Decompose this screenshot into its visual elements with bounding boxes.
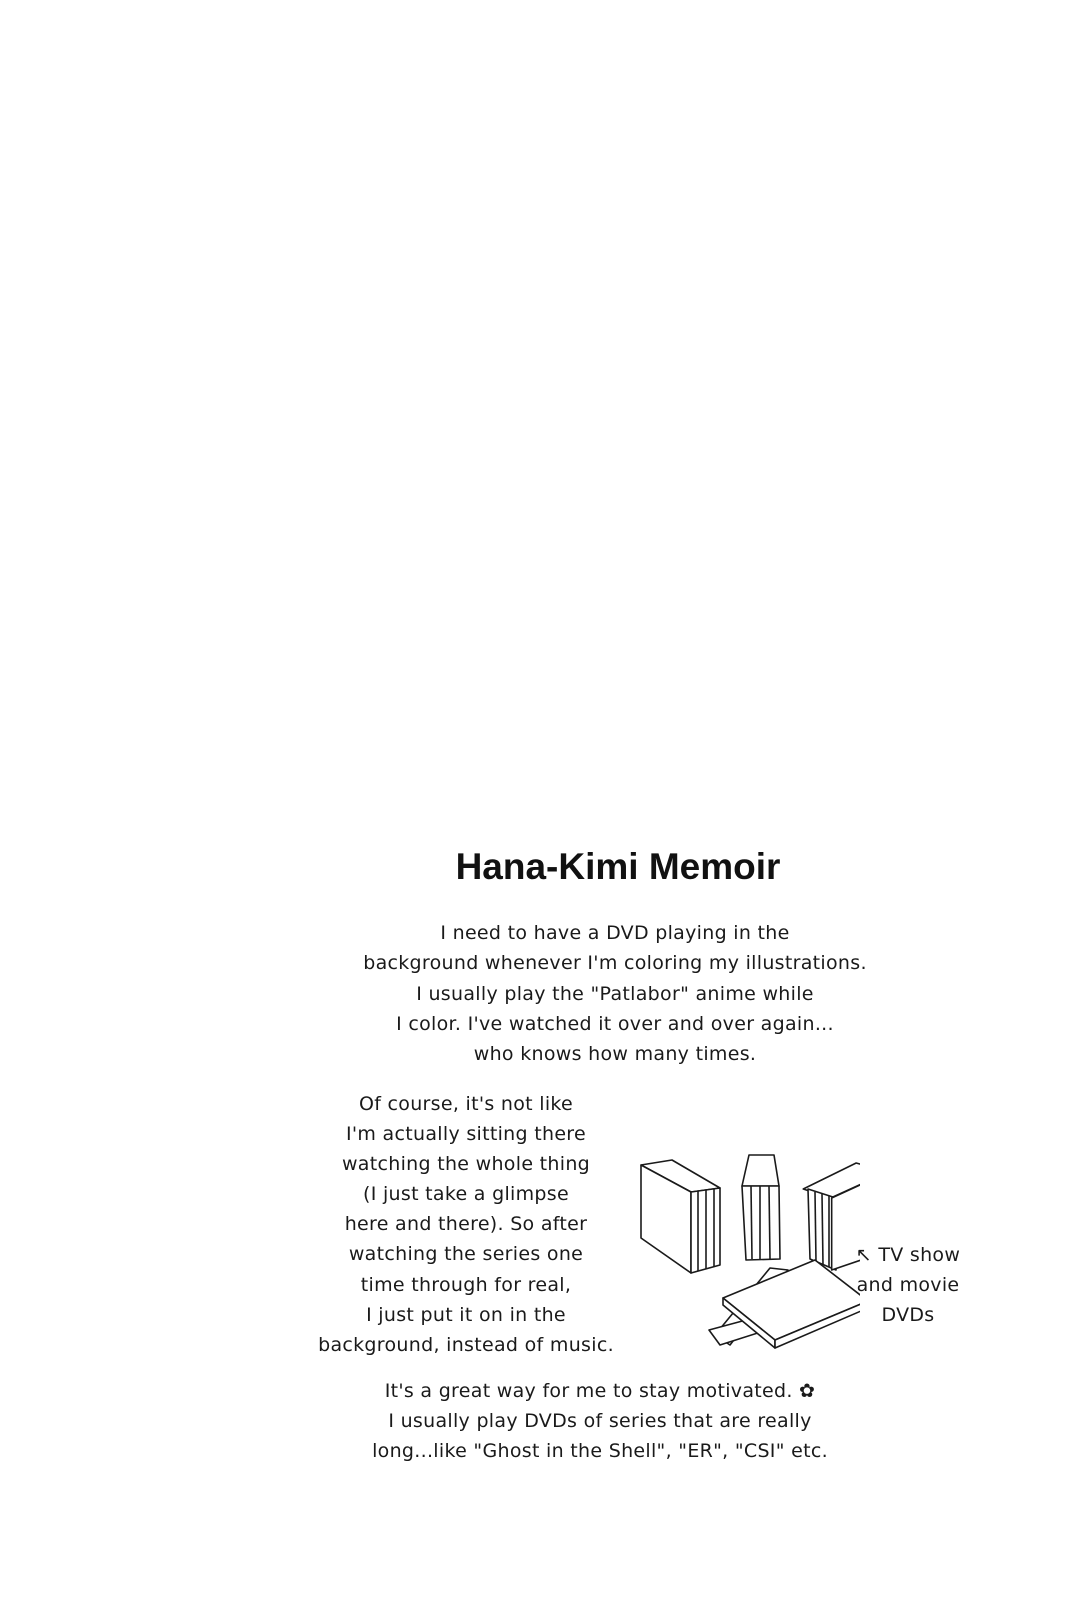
text-line: who knows how many times.: [473, 1043, 757, 1066]
caption-line: and movie: [856, 1274, 960, 1296]
middle-paragraph: [296, 1089, 636, 1360]
text-line: I color. I've watched it over and over again...: [396, 1012, 834, 1035]
text-line: long...like "Ghost in the Shell", "ER", "CSI" etc.: [372, 1440, 828, 1463]
illustration-caption: [838, 1240, 978, 1330]
text-line: here and there). So after: [344, 1213, 588, 1236]
dvd-illustration: [620, 1120, 860, 1350]
text-line: It's a great way for me to stay motivated. ✿: [384, 1380, 816, 1402]
text-line: I usually play DVDs of series that are really: [388, 1410, 812, 1433]
intro-paragraph: [330, 918, 900, 1069]
text-line: (I just take a glimpse: [363, 1183, 569, 1206]
caption-line: DVDs: [881, 1304, 935, 1326]
text-line: I just put it on in the: [366, 1303, 566, 1326]
dvd-box-middle-icon: [742, 1155, 780, 1260]
text-line: I need to have a DVD playing in the: [440, 922, 790, 944]
text-line: I'm actually sitting there: [345, 1123, 586, 1146]
text-line: watching the whole thing: [341, 1153, 591, 1176]
page-title: Hana-Kimi Memoir: [455, 846, 781, 887]
closing-paragraph: [330, 1376, 870, 1466]
text-line: time through for real,: [360, 1273, 572, 1296]
text-line: background, instead of music.: [318, 1333, 614, 1356]
text-line: I usually play the "Patlabor" anime while: [416, 982, 814, 1005]
text-line: background whenever I'm coloring my illustrations.: [363, 952, 867, 975]
caption-line: ↖ TV show: [855, 1244, 961, 1266]
text-line: watching the series one: [348, 1243, 584, 1266]
text-line: Of course, it's not like: [358, 1093, 574, 1115]
dvd-box-left-icon: [641, 1160, 720, 1273]
